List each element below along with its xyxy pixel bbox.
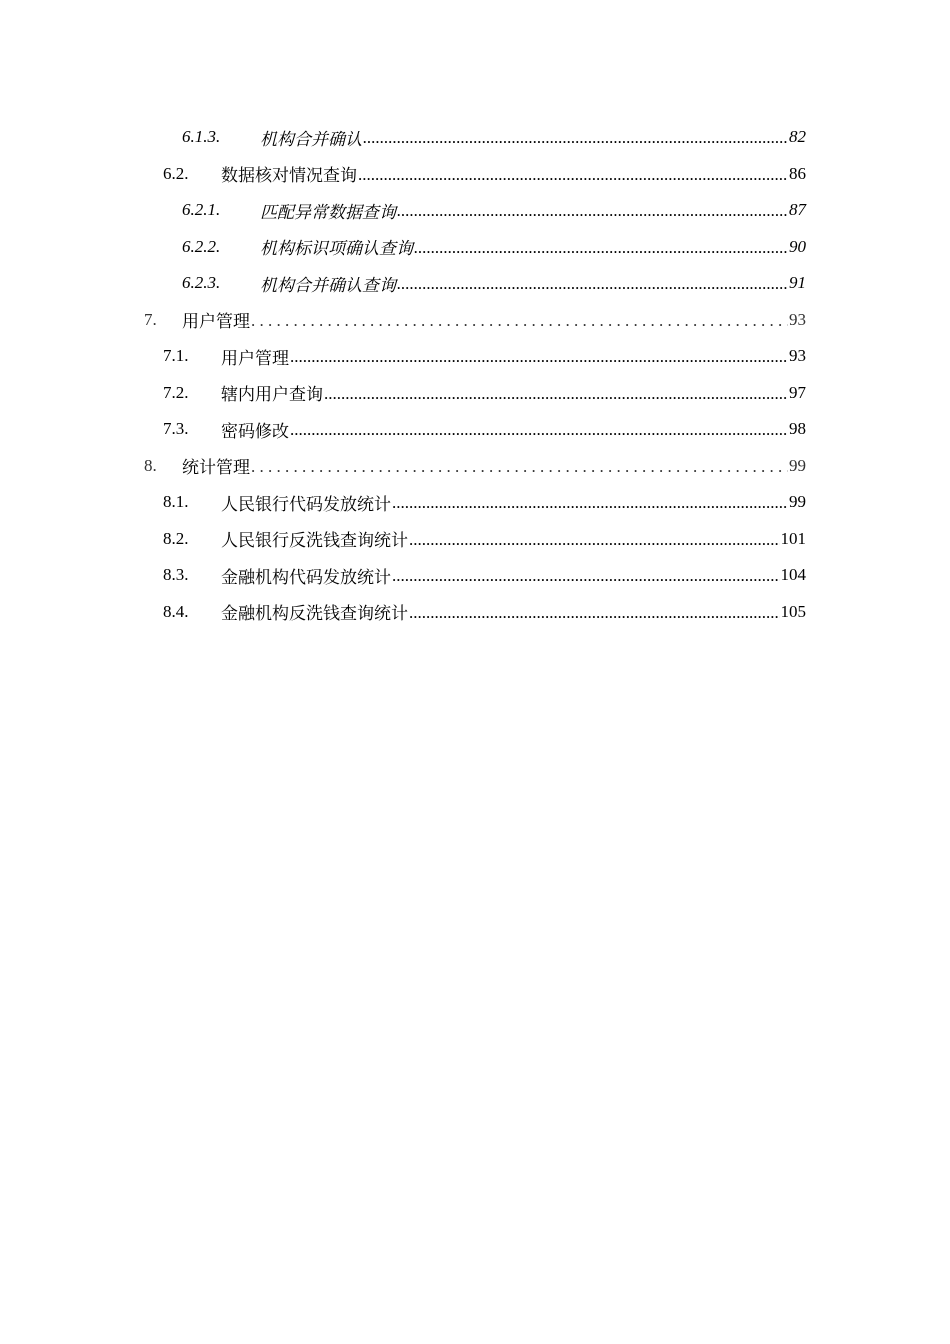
- toc-entry-number: 7.: [144, 309, 157, 329]
- toc-dot-leader: [414, 238, 788, 258]
- toc-entry-title: 辖内用户查询: [221, 385, 323, 405]
- toc-entry-title: 密码修改: [221, 421, 289, 441]
- toc-entry-page: 82: [789, 127, 806, 147]
- toc-entry-page: 98: [789, 419, 806, 439]
- toc-entry[interactable]: [0, 229, 950, 266]
- toc-entry[interactable]: [0, 119, 950, 156]
- toc-dot-leader: [397, 201, 788, 221]
- toc-entry-number: 6.1.3.: [182, 127, 221, 147]
- toc-entry-page: 99: [789, 455, 806, 475]
- toc-entry-title: 金融机构代码发放统计: [221, 567, 391, 587]
- table-of-contents: [0, 119, 950, 630]
- toc-dot-leader: [251, 311, 788, 331]
- toc-dot-leader: [290, 347, 788, 367]
- toc-entry[interactable]: [0, 338, 950, 375]
- toc-entry[interactable]: [0, 265, 950, 302]
- toc-dot-leader: [397, 274, 788, 294]
- toc-entry-page: 91: [789, 273, 806, 293]
- toc-dot-leader: [251, 457, 788, 477]
- toc-entry[interactable]: [0, 302, 950, 339]
- toc-entry-title: 用户管理: [182, 312, 250, 332]
- toc-entry-title: 金融机构反洗钱查询统计: [221, 604, 408, 624]
- toc-entry-page: 99: [789, 492, 806, 512]
- toc-entry-number: 8.2.: [163, 528, 189, 548]
- toc-entry-title: 统计管理: [182, 458, 250, 478]
- toc-dot-leader: [409, 603, 780, 623]
- toc-entry[interactable]: [0, 192, 950, 229]
- toc-entry[interactable]: [0, 411, 950, 448]
- toc-entry[interactable]: [0, 557, 950, 594]
- toc-entry[interactable]: [0, 594, 950, 631]
- toc-entry-page: 97: [789, 382, 806, 402]
- toc-entry[interactable]: [0, 484, 950, 521]
- toc-entry-page: 104: [780, 565, 806, 585]
- toc-entry-title: 匹配异常数据查询: [260, 202, 396, 222]
- toc-entry-title: 用户管理: [221, 348, 289, 368]
- toc-entry[interactable]: [0, 521, 950, 558]
- toc-entry-number: 8.4.: [163, 601, 189, 621]
- toc-entry-number: 6.2.1.: [182, 200, 221, 220]
- toc-dot-leader: [290, 420, 788, 440]
- toc-entry-title: 人民银行代码发放统计: [221, 494, 391, 514]
- toc-entry-number: 7.1.: [163, 346, 189, 366]
- toc-dot-leader: [409, 530, 780, 550]
- toc-entry-title: 机构合并确认查询: [260, 275, 396, 295]
- toc-entry-number: 6.2.2.: [182, 236, 221, 256]
- toc-entry-number: 6.2.: [163, 163, 189, 183]
- toc-entry-page: 93: [789, 309, 806, 329]
- toc-entry-page: 90: [789, 236, 806, 256]
- toc-entry-number: 7.2.: [163, 382, 189, 402]
- toc-entry-page: 105: [780, 601, 806, 621]
- toc-dot-leader: [392, 493, 788, 513]
- toc-dot-leader: [324, 384, 788, 404]
- toc-entry-number: 8.3.: [163, 565, 189, 585]
- toc-dot-leader: [392, 566, 780, 586]
- toc-entry-title: 人民银行反洗钱查询统计: [221, 531, 408, 551]
- toc-entry-number: 7.3.: [163, 419, 189, 439]
- toc-entry-number: 6.2.3.: [182, 273, 221, 293]
- toc-entry-title: 机构标识项确认查询: [260, 239, 413, 259]
- toc-entry-page: 101: [780, 528, 806, 548]
- toc-dot-leader: [363, 128, 788, 148]
- toc-entry-page: 87: [789, 200, 806, 220]
- toc-entry-page: 93: [789, 346, 806, 366]
- toc-entry-title: 数据核对情况查询: [221, 166, 357, 186]
- toc-entry-number: 8.1.: [163, 492, 189, 512]
- toc-entry-title: 机构合并确认: [260, 129, 362, 149]
- toc-dot-leader: [358, 165, 788, 185]
- toc-entry-page: 86: [789, 163, 806, 183]
- toc-entry[interactable]: [0, 448, 950, 485]
- toc-entry[interactable]: [0, 375, 950, 412]
- toc-entry-number: 8.: [144, 455, 157, 475]
- toc-entry[interactable]: [0, 156, 950, 193]
